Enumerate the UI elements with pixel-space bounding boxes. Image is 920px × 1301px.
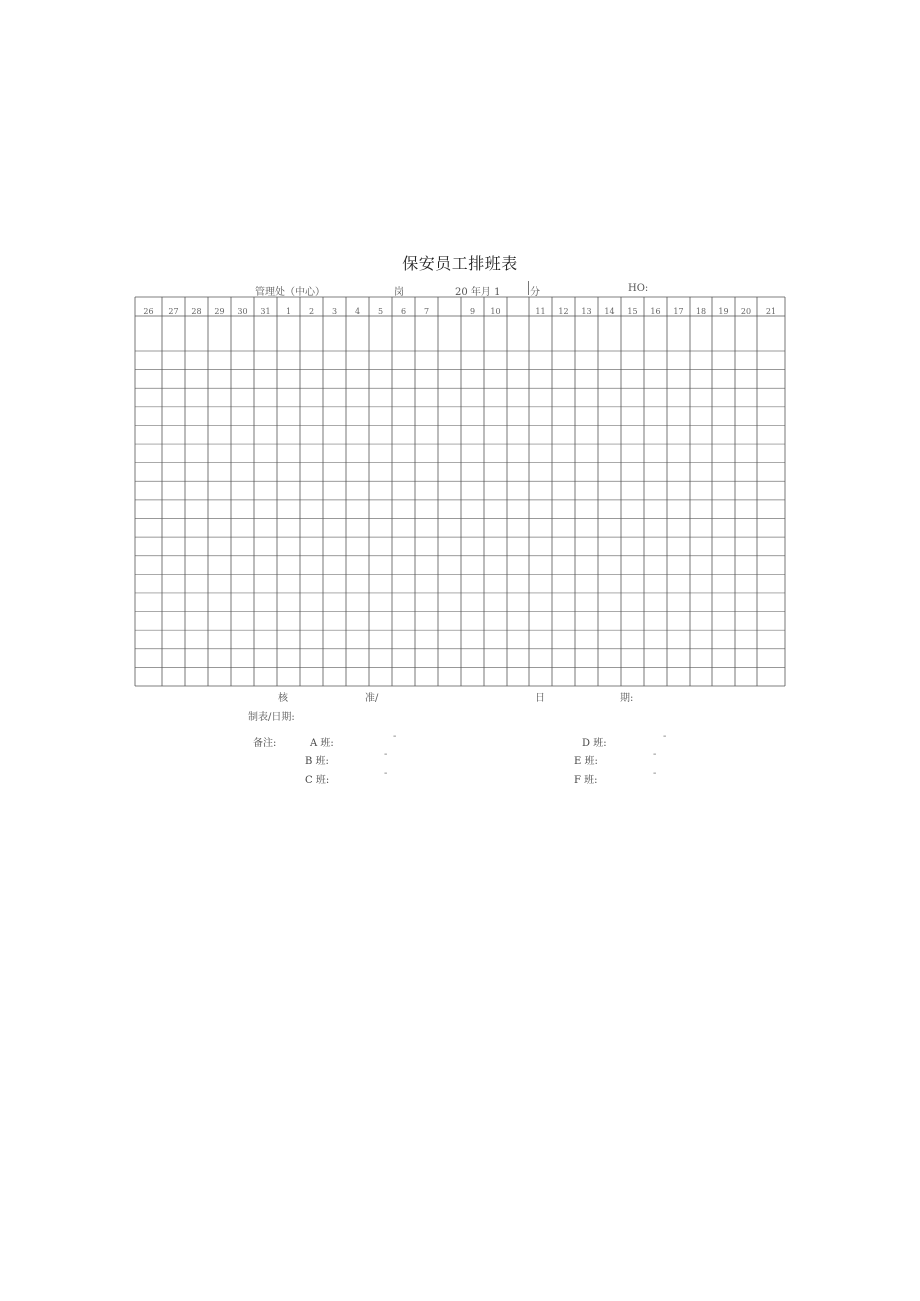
shift-a-value: -: [393, 731, 397, 742]
day-header-label: 14: [604, 307, 615, 316]
day-header-label: 12: [558, 307, 569, 316]
day-header-label: 27: [168, 307, 179, 316]
shift-c-label: C 班:: [305, 775, 330, 786]
day-header-label: 4: [354, 307, 361, 316]
shift-d-value: -: [663, 731, 667, 742]
day-header-label: 2: [308, 307, 315, 316]
day-header-label: 28: [191, 307, 202, 316]
shift-e-label: E 班:: [574, 756, 598, 767]
day-header-label: 13: [581, 307, 592, 316]
shift-a-label: A 班:: [310, 738, 334, 749]
shift-c-value: -: [384, 768, 388, 779]
period-label: 期:: [620, 693, 634, 704]
day-header-label: 1: [285, 307, 292, 316]
shift-d-label: D 班:: [582, 738, 607, 749]
day-header-label: 3: [331, 307, 338, 316]
day-header-label: 7: [423, 307, 430, 316]
day-header-label: 15: [627, 307, 638, 316]
day-label: 日: [535, 693, 545, 704]
day-header-label: 11: [535, 307, 546, 316]
shift-f-label: F 班:: [574, 775, 598, 786]
department-label: 管理处（中心）: [255, 287, 325, 298]
day-header-label: 10: [490, 307, 501, 316]
day-header-label: 6: [400, 307, 407, 316]
remarks-label: 备注:: [253, 738, 277, 749]
meta-separator: [528, 281, 529, 295]
day-header-label: 16: [650, 307, 661, 316]
number-label: HO:: [628, 283, 649, 294]
shift-e-value: -: [653, 749, 657, 760]
day-header-label: 17: [673, 307, 684, 316]
made-by-label: 制表/日期:: [248, 712, 295, 723]
day-header-label: 26: [143, 307, 154, 316]
post-label: 岗: [394, 287, 404, 298]
day-header-label: 20: [740, 307, 752, 316]
date-label: 20 年月 1: [455, 287, 501, 298]
day-header-label: 29: [214, 307, 225, 316]
check-label: 核: [278, 693, 288, 704]
day-header-label: 30: [237, 307, 248, 316]
day-header-label: 19: [718, 307, 729, 316]
shift-f-value: -: [653, 768, 657, 779]
day-header-label: 21: [765, 307, 777, 316]
day-header-label: 18: [695, 307, 707, 316]
division-label: 分: [530, 287, 540, 298]
day-header-label: 31: [260, 307, 271, 316]
shift-b-label: B 班:: [305, 756, 329, 767]
day-header-label: 9: [469, 307, 476, 316]
page-title: 保安员工排班表: [402, 254, 518, 273]
shift-b-value: -: [384, 749, 388, 760]
approve-label: 准/: [365, 693, 379, 704]
day-header-label: 5: [377, 307, 384, 316]
